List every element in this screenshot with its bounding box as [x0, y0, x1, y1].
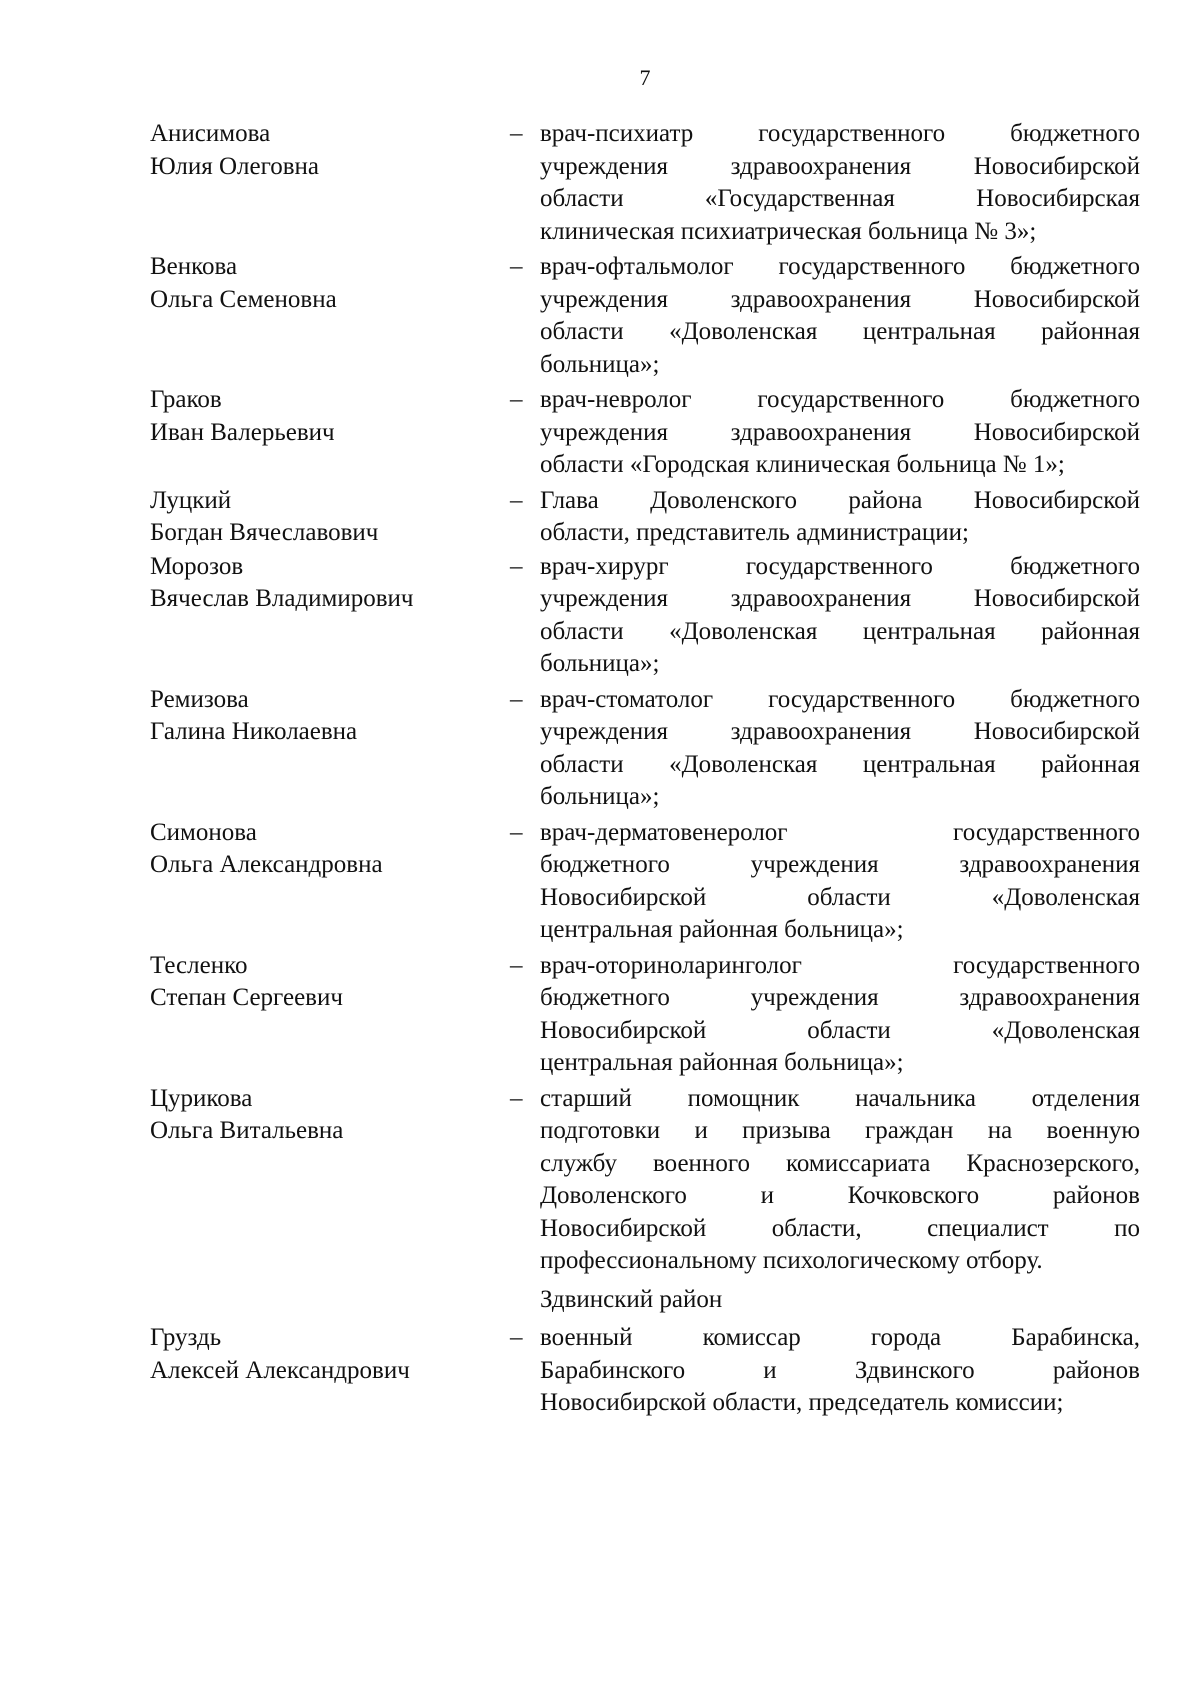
member-entry — [150, 118, 1140, 248]
member-given-name: Юлия Олеговна — [150, 152, 320, 180]
member-position — [540, 817, 1140, 947]
member-position — [540, 1322, 1140, 1420]
page-number: 7 — [639, 65, 651, 90]
dash-separator: – — [510, 552, 523, 580]
member-surname: Цурикова — [150, 1084, 253, 1112]
member-name — [150, 684, 510, 814]
dash-separator: – — [510, 120, 523, 147]
position-line: области «Доволенская центральная районная — [540, 750, 1140, 778]
position-line: области «Городская клиническая больница № 1»; — [540, 451, 1065, 478]
member-surname: Анисимова — [150, 120, 271, 147]
member-name — [150, 817, 510, 947]
position-line: врач-оториноларинголог государственного — [540, 951, 1140, 979]
member-entry — [150, 817, 1140, 947]
dash-separator: – — [510, 1324, 523, 1351]
member-position — [540, 251, 1140, 381]
member-entry — [150, 384, 1140, 482]
position-line: Новосибирской области «Доволенская — [540, 883, 1140, 911]
member-position — [540, 384, 1140, 482]
position-line: Глава Доволенского района Новосибирской — [540, 486, 1140, 514]
position-line: области «Доволенская центральная районная — [540, 318, 1140, 345]
dash-separator: – — [510, 253, 523, 280]
position-line: врач-хирург государственного бюджетного — [540, 552, 1140, 580]
dash-separator: – — [510, 1084, 523, 1112]
member-name — [150, 551, 510, 681]
member-entry — [150, 684, 1140, 814]
member-surname: Симонова — [150, 818, 257, 846]
position-line: подготовки и призыва граждан на военную — [540, 1117, 1140, 1144]
member-surname: Тесленко — [150, 951, 248, 979]
member-given-name: Ольга Александровна — [150, 851, 383, 878]
position-line: Новосибирской области, специалист по — [540, 1214, 1140, 1242]
position-line: учреждения здравоохранения Новосибирской — [540, 418, 1140, 446]
position-line: профессиональному психологическому отбору. — [540, 1247, 1043, 1274]
position-line: службу военного комиссариата Краснозерского, — [540, 1149, 1140, 1177]
member-surname: Луцкий — [150, 486, 232, 514]
dash-separator: – — [510, 386, 523, 413]
member-given-name: Ольга Витальевна — [150, 1117, 344, 1144]
dash-separator: – — [510, 486, 523, 514]
member-name — [150, 1083, 510, 1278]
member-position — [540, 684, 1140, 814]
position-line: учреждения здравоохранения Новосибирской — [540, 285, 1140, 313]
member-surname: Морозов — [150, 552, 244, 580]
member-entry — [150, 1322, 1140, 1420]
member-surname: Граков — [150, 386, 222, 413]
position-line: Доволенского и Кочковского районов — [540, 1182, 1140, 1209]
member-name — [150, 384, 510, 482]
position-line: военный комиссар города Барабинска, — [540, 1324, 1140, 1351]
position-line: Новосибирской области, председатель комиссии; — [540, 1389, 1064, 1416]
member-surname: Венкова — [150, 253, 238, 280]
position-line: врач-стоматолог государственного бюджетного — [540, 685, 1140, 713]
position-line: центральная районная больница»; — [540, 1049, 904, 1076]
member-position — [540, 551, 1140, 681]
dash-separator: – — [510, 951, 523, 979]
member-list — [150, 118, 1140, 1423]
dash-separator: – — [510, 685, 523, 713]
position-line: области, представитель администрации; — [540, 519, 969, 546]
member-given-name: Алексей Александрович — [150, 1356, 410, 1384]
member-position — [540, 485, 1140, 550]
member-entry — [150, 551, 1140, 681]
member-name — [150, 118, 510, 248]
position-line: больница»; — [540, 650, 660, 677]
member-name — [150, 950, 510, 1080]
member-position — [540, 950, 1140, 1080]
position-line: бюджетного учреждения здравоохранения — [540, 984, 1140, 1011]
position-line: больница»; — [540, 350, 660, 378]
member-given-name: Богдан Вячеславович — [150, 519, 379, 546]
member-name — [150, 1322, 510, 1420]
position-line: области «Доволенская центральная районная — [540, 617, 1140, 645]
position-line: врач-дерматовенеролог государственного — [540, 818, 1140, 846]
member-entry — [150, 1083, 1140, 1278]
member-position — [540, 1083, 1140, 1278]
position-line: Барабинского и Здвинского районов — [540, 1356, 1140, 1384]
member-given-name: Вячеслав Владимирович — [150, 585, 414, 612]
member-position — [540, 118, 1140, 248]
position-line: бюджетного учреждения здравоохранения — [540, 851, 1140, 878]
section-heading: Здвинский район — [540, 1285, 723, 1313]
position-line: клиническая психиатрическая больница № 3»; — [540, 217, 1037, 245]
member-entry — [150, 485, 1140, 550]
position-line: врач-офтальмолог государственного бюджетного — [540, 253, 1140, 280]
position-line: Новосибирской области «Доволенская — [540, 1016, 1140, 1044]
position-line: области «Государственная Новосибирская — [540, 185, 1140, 212]
member-given-name: Степан Сергеевич — [150, 984, 343, 1011]
member-name — [150, 485, 510, 550]
position-line: больница»; — [540, 783, 660, 810]
member-name — [150, 251, 510, 381]
position-line: учреждения здравоохранения Новосибирской — [540, 585, 1140, 612]
position-line: учреждения здравоохранения Новосибирской — [540, 718, 1140, 745]
position-line: центральная районная больница»; — [540, 916, 904, 943]
member-given-name: Ольга Семеновна — [150, 285, 337, 313]
member-surname: Ремизова — [150, 685, 249, 713]
member-surname: Груздь — [150, 1324, 222, 1351]
position-line: учреждения здравоохранения Новосибирской — [540, 152, 1140, 180]
position-line: старший помощник начальника отделения — [540, 1084, 1140, 1112]
position-line: врач-невролог государственного бюджетного — [540, 386, 1140, 413]
member-entry — [150, 950, 1140, 1080]
member-given-name: Галина Николаевна — [150, 718, 358, 745]
dash-separator: – — [510, 818, 523, 846]
member-given-name: Иван Валерьевич — [150, 418, 335, 446]
position-line: врач-психиатр государственного бюджетного — [540, 120, 1140, 147]
member-entry — [150, 251, 1140, 381]
